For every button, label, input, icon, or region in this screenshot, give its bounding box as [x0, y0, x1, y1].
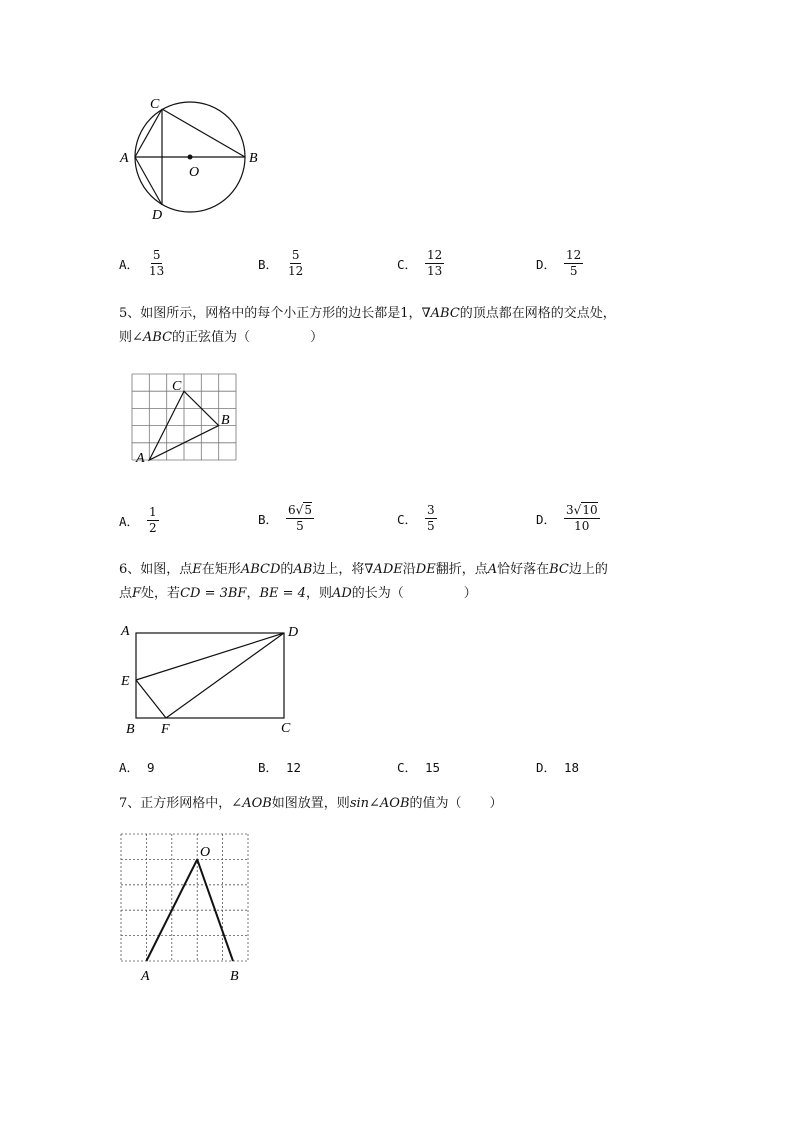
point-label-c: C [172, 379, 182, 394]
figure-grid-triangle [126, 372, 242, 466]
dashed-grid [121, 834, 248, 961]
question-5: 5、如图所示，网格中的每个小正方形的边长都是1，∇ABC的顶点都在网格的交点处， 则∠ABC的正弦值为（ ） [119, 306, 616, 345]
figure-rectangle-fold [118, 618, 308, 740]
point-label-a: A [136, 451, 145, 466]
question-7: 7、正方形网格中，∠AOB如图放置，则sin∠AOB的值为（ ） [119, 796, 503, 811]
point-label-o: O [189, 165, 200, 180]
q4-option-b[interactable]: B． $\frac{5}{12}$ [258, 248, 304, 278]
q6-option-d[interactable]: D． 18 [536, 759, 580, 775]
point-label-c: C [150, 97, 160, 112]
segment-fd [166, 633, 284, 718]
point-label-d: D [288, 625, 299, 640]
segment-cb [162, 109, 245, 157]
figure-dashed-grid-angle [116, 830, 256, 990]
q5-option-a[interactable]: A． $\frac{1}{2}$ [119, 505, 157, 535]
segment-ac [135, 109, 162, 157]
segment-ed [136, 633, 284, 680]
q4-option-c[interactable]: C． $\frac{12}{13}$ [397, 248, 443, 278]
point-label-a: A [141, 969, 150, 984]
point-label-b: B [249, 151, 258, 166]
question-6: 6、如图，点E在矩形ABCD的AB边上，将∇ADE沿DE翻折，点A恰好落在BC边上的 点F处，若CD = 3BF，BE = 4，则AD的长为（ ） [119, 562, 608, 601]
point-label-c: C [281, 721, 291, 736]
center-point [188, 155, 193, 160]
rectangle-abcd [136, 633, 284, 718]
point-label-a: A [121, 624, 130, 639]
q5-option-b[interactable]: B． $\frac{6√5}{5}$ [258, 503, 312, 533]
point-label-b: B [126, 722, 135, 737]
segment-ef [136, 680, 166, 718]
point-label-f: F [161, 722, 170, 737]
point-label-o: O [200, 845, 211, 860]
point-label-a: A [120, 151, 129, 166]
figure-circle [112, 92, 272, 224]
q4-option-d[interactable]: D． $\frac{12}{5}$ [536, 248, 582, 278]
q6-option-a[interactable]: A． 9 [119, 759, 155, 775]
point-label-b: B [221, 413, 230, 428]
q6-option-c[interactable]: C． 15 [397, 759, 441, 775]
q5-option-c[interactable]: C． $\frac{3}{5}$ [397, 503, 435, 533]
point-label-e: E [121, 674, 130, 689]
point-label-d: D [152, 208, 163, 223]
q6-option-b[interactable]: B． 12 [258, 759, 302, 775]
q5-option-d[interactable]: D． $\frac{3√10}{10}$ [536, 503, 598, 533]
point-label-b: B [230, 969, 239, 984]
q4-option-a[interactable]: A． $\frac{5}{13}$ [119, 248, 165, 278]
segment-ad [135, 157, 162, 205]
